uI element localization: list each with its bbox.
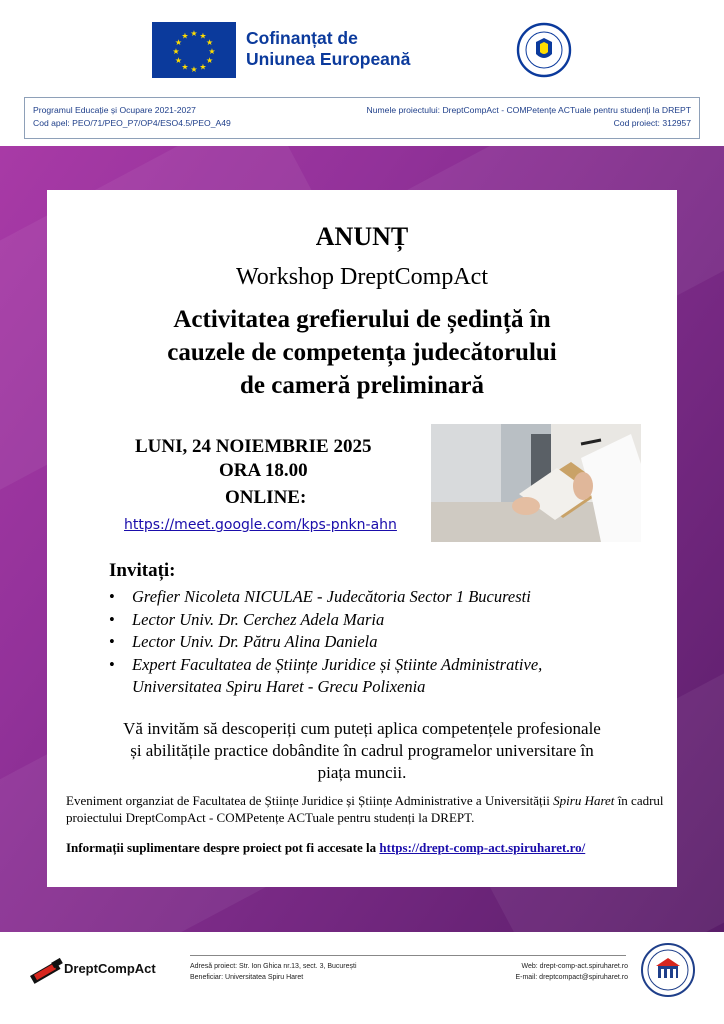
organizer-text [66,792,666,826]
guest-4-line1: Expert Facultatea de Științe Juridice și Știinte Administrative, [132,654,543,674]
footer-divider [190,955,626,956]
svg-text:★: ★ [181,31,189,41]
footer-address-block [190,961,357,983]
guest-item-4 [109,654,669,699]
government-seal-icon [516,22,572,78]
invitation-text [47,718,677,784]
org-part-1: Eveniment organziat de Facultatea de Științe Juridice și Științe Administrative a Universității [66,793,554,808]
program-name: Programul Educație și Ocupare 2021-2027 [33,105,196,115]
footer-logo-text: DreptCompAct [64,961,156,976]
invite-line-2: și abilitățile practice dobândite în cadrul programelor universitare în [130,741,594,760]
announcement-heading: ANUNȚ [315,222,409,251]
footer-web: Web: drept-comp-act.spiruharet.ro [521,963,628,970]
title-line-2: cauzele de competența judecătorului [167,339,557,366]
guest-4-line2: Universitatea Spiru Haret - Grecu Polixenia [132,677,426,696]
eu-cofinancing-text [246,28,410,70]
program-info-box [24,97,700,139]
more-info-text [66,840,676,856]
footer-email: E-mail: dreptcompact@spiruharet.ro [515,974,628,981]
project-website-link[interactable]: https://drept-comp-act.spiruharet.ro/ [379,840,586,855]
footer-address: Adresă proiect: Str. Ion Ghica nr.13, sect. 3, București [190,963,357,970]
title-line-1: Activitatea grefierului de ședință în [173,306,551,333]
meet-link[interactable]: https://meet.google.com/kps-pnkn-ahn [124,517,397,533]
event-date: LUNI, 24 NOIEMBRIE 2025 [135,436,372,457]
svg-text:★: ★ [206,38,214,47]
eu-flag-icon [152,22,236,78]
announcement-card [47,190,677,887]
workshop-subheading: Workshop DreptCompAct [235,264,489,290]
event-mode: ONLINE: [225,487,307,508]
guests-list [109,586,669,699]
invite-line-1: Vă invităm să descoperiți cum puteți aplica competențele profesionale [123,719,601,738]
footer-contact-block [488,961,628,983]
guest-item-2: • Lector Univ. Dr. Cerchez Adela Maria [109,609,669,632]
university-seal-icon [640,942,696,998]
guest-item-1: • Grefier Nicoleta NICULAE - Judecătoria Sector 1 Bucuresti [109,586,669,609]
svg-text:★: ★ [206,56,214,65]
svg-text:★: ★ [190,29,198,38]
svg-text:★: ★ [181,62,189,72]
workshop-title [47,303,677,402]
eu-line2: Uniunea Europeană [246,49,411,69]
svg-text:★: ★ [208,47,216,56]
project-code: Cod proiect: 312957 [613,118,691,128]
svg-text:★: ★ [190,65,198,74]
guests-heading: Invitați: [109,560,176,581]
org-part-2: în cadrul proiectului DreptCompAct - COMPetențe ACTuale pentru studenți la DREPT. [66,793,664,825]
guest-item-3: • Lector Univ. Dr. Pătru Alina Daniela [109,631,669,654]
documents-photo [431,424,641,542]
svg-text:★: ★ [172,47,180,56]
org-university-name: Spiru Haret [553,793,615,808]
svg-text:★: ★ [174,56,182,65]
title-line-3: de cameră preliminară [240,372,484,399]
invite-line-3: piața muncii. [317,763,407,782]
eu-line1: Cofinanțat de [246,28,358,48]
call-code: Cod apel: PEO/71/PEO_P7/OP4/ESO4.5/PEO_A49 [33,118,231,128]
svg-text:★: ★ [174,38,182,47]
footer-beneficiary: Beneficiar: Universitatea Spiru Haret [190,974,304,981]
project-name: Numele proiectului: DreptCompAct - COMPetențe ACTuale pentru studenți la DREPT [366,105,691,115]
event-time: ORA 18.00 [219,460,308,481]
info-text: Informații suplimentare despre proiect pot fi accesate la [66,840,380,855]
svg-text:★: ★ [199,62,207,72]
svg-text:★: ★ [199,31,207,41]
